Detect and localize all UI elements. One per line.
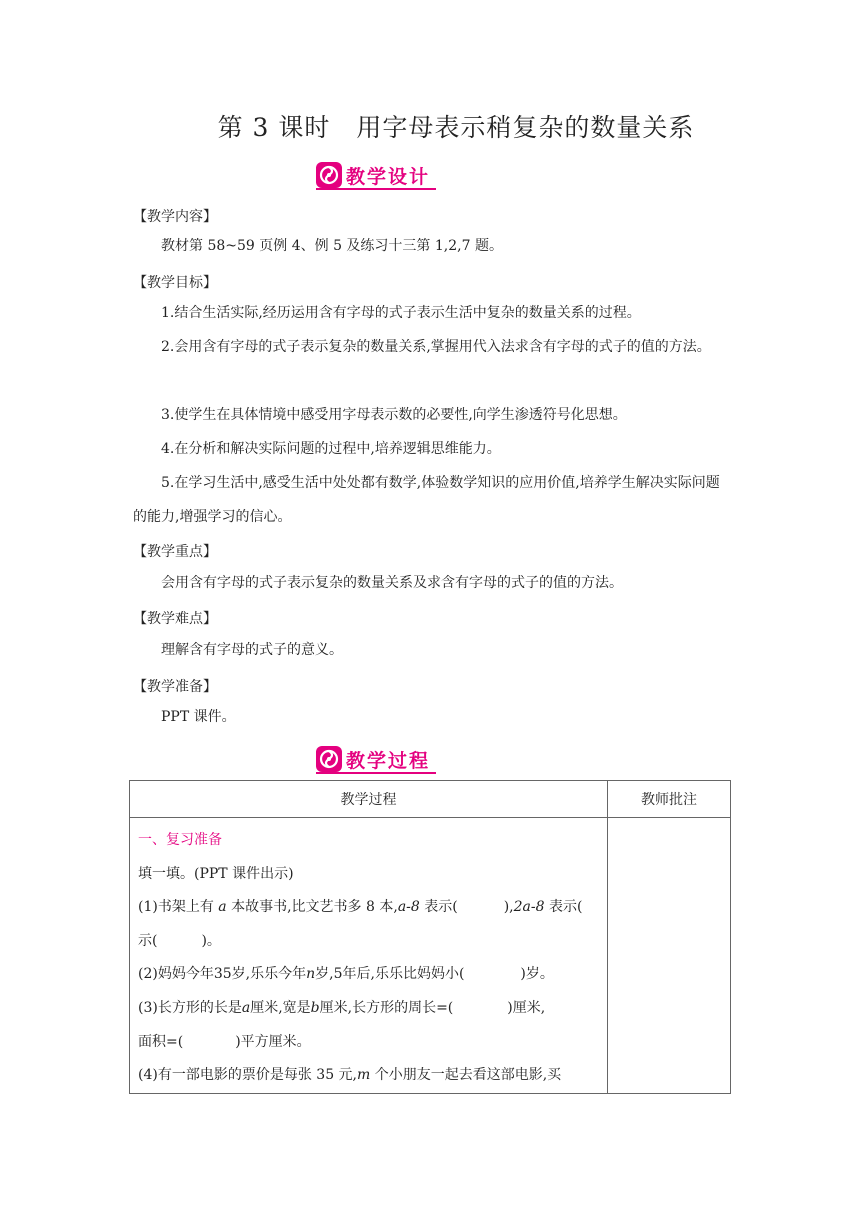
goal-item — [133, 330, 733, 364]
content-text-value: 教材第 58~59 页例 4、例 5 及练习十三第 1,2,7 题。 — [161, 238, 503, 254]
notes-cell — [608, 818, 731, 1094]
table-row — [130, 818, 731, 1094]
badge-label: 教学过程 — [346, 749, 431, 772]
table-header-row — [130, 781, 731, 818]
question-4: (4)有一部电影的票价是每张 35 元,m 个小朋友一起去看这部电影,买 — [138, 1067, 562, 1084]
process-cell — [130, 818, 608, 1094]
badge-underline — [316, 772, 436, 774]
section-heading-content: 【教学内容】 — [133, 209, 217, 225]
swirl-logo-icon — [316, 746, 342, 772]
section-heading-key: 【教学重点】 — [133, 544, 217, 560]
goal-text: 5.在学习生活中,感受生活中处处都有数学,体验数学知识的应用价值,培养学生解决实际问题的能力,增强学习的信心。 — [133, 475, 720, 525]
prep-text — [133, 700, 733, 734]
key-text — [133, 566, 733, 600]
fill-in-intro: 填一填。(PPT 课件出示) — [138, 865, 294, 882]
goal-text: 2.会用含有字母的式子表示复杂的数量关系,掌握用代入法求含有字母的式子的值的方法。 — [161, 339, 711, 355]
header-process: 教学过程 — [130, 781, 608, 818]
goal-item — [133, 296, 733, 330]
question-2: (2)妈妈今年35岁,乐乐今年n岁,5年后,乐乐比妈妈小( )岁。 — [138, 966, 554, 983]
question-3: (3)长方形的长是a厘米,宽是b厘米,长方形的周长=( )厘米, — [138, 999, 546, 1016]
goal-item — [133, 432, 733, 466]
swirl-logo-icon — [316, 162, 342, 188]
header-notes: 教师批注 — [608, 781, 731, 818]
question-1: (1)书架上有 a 本故事书,比文艺书多 8 本,a-8 表示( ),2a-8 表示( — [138, 899, 583, 916]
section-heading-difficult: 【教学难点】 — [133, 611, 217, 627]
teaching-process-badge — [316, 744, 430, 774]
teaching-process-table — [129, 780, 731, 1094]
badge-underline — [316, 188, 436, 190]
difficult-text-value: 理解含有字母的式子的意义。 — [161, 642, 343, 658]
question-1-cont: 示( )。 — [138, 932, 221, 949]
review-section-title: 一、复习准备 — [138, 832, 222, 848]
goal-item — [133, 398, 733, 432]
goal-text: 1.结合生活实际,经历运用含有字母的式子表示生活中复杂的数量关系的过程。 — [161, 305, 641, 321]
key-text-value: 会用含有字母的式子表示复杂的数量关系及求含有字母的式子的值的方法。 — [161, 575, 623, 591]
page-title: 第 3 课时 用字母表示稍复杂的数量关系 — [217, 113, 695, 142]
content-text — [133, 229, 733, 263]
question-3-cont: 面积=( )平方厘米。 — [138, 1033, 311, 1050]
goal-item — [133, 466, 733, 534]
badge-label: 教学设计 — [346, 165, 431, 188]
prep-text-value: PPT 课件。 — [161, 709, 236, 725]
goal-text: 4.在分析和解决实际问题的过程中,培养逻辑思维能力。 — [161, 441, 501, 457]
difficult-text — [133, 633, 733, 667]
teaching-design-badge — [316, 160, 430, 190]
section-heading-goals: 【教学目标】 — [133, 275, 217, 291]
goal-text: 3.使学生在具体情境中感受用字母表示数的必要性,向学生渗透符号化思想。 — [161, 407, 627, 423]
section-heading-prep: 【教学准备】 — [133, 679, 217, 695]
